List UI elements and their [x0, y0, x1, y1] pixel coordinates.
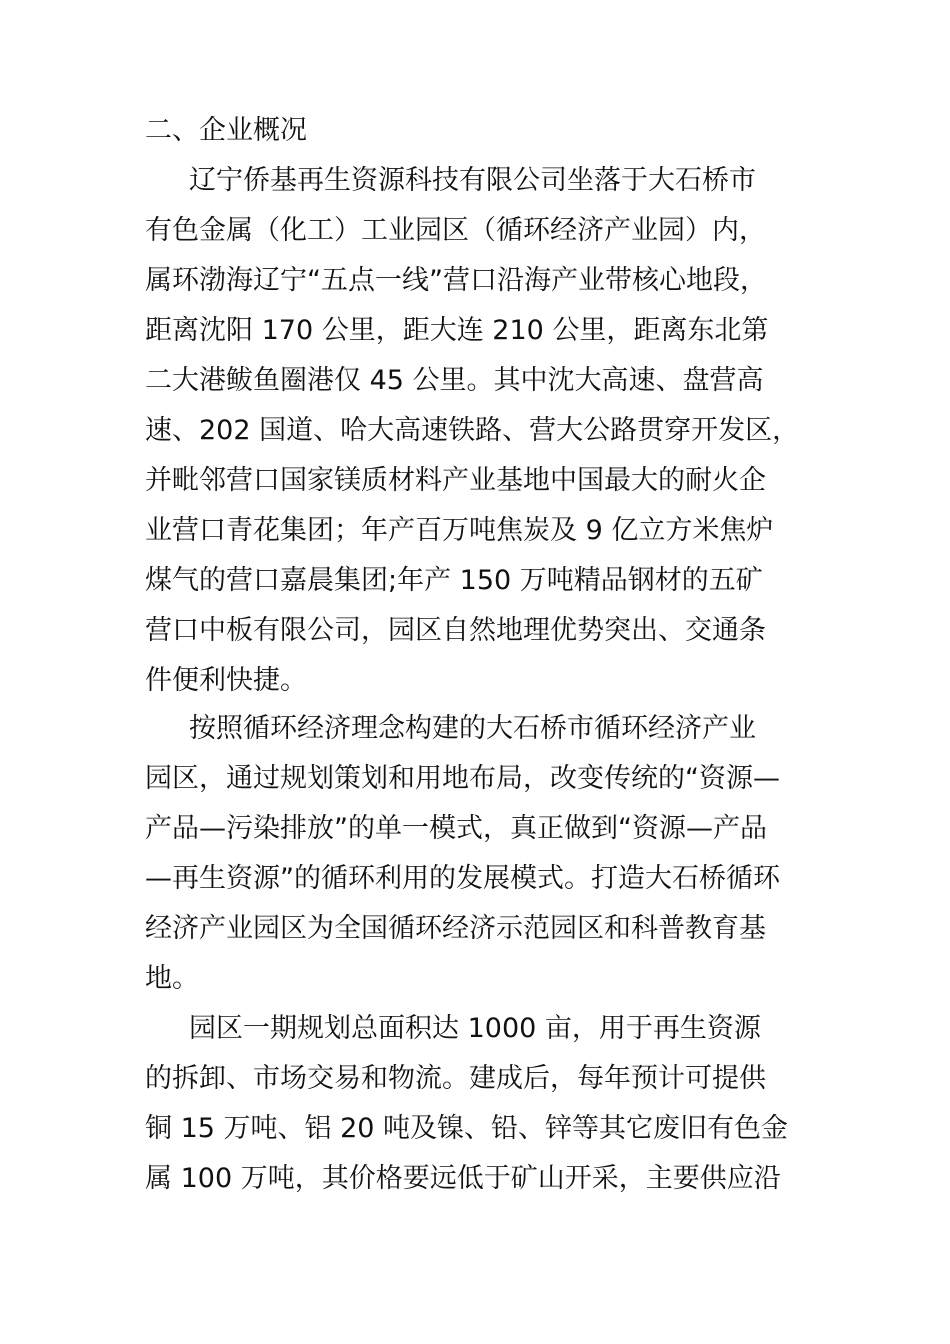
- paragraph-line: 二大港鲅鱼圈港仅 45 公里。其中沈大高速、盘营高: [145, 365, 764, 396]
- paragraph-line: 的拆卸、市场交易和物流。建成后，每年预计可提供: [145, 1063, 766, 1094]
- paragraph-phase-one-planning: [145, 1004, 810, 1204]
- paragraph-line: 有色金属（化工）工业园区（循环经济产业园）内，: [145, 215, 766, 246]
- paragraph-line: 辽宁侨基再生资源科技有限公司坐落于大石桥市: [189, 165, 756, 196]
- paragraph-line: 经济产业园区为全国循环经济示范园区和科普教育基: [145, 913, 766, 944]
- paragraph-circular-economy: [145, 704, 810, 1004]
- paragraph-line: 业营口青花集团；年产百万吨焦炭及 9 亿立方米焦炉: [145, 515, 774, 546]
- paragraph-line: 按照循环经济理念构建的大石桥市循环经济产业: [189, 713, 756, 744]
- paragraph-line: 园区一期规划总面积达 1000 亩，用于再生资源: [189, 1013, 761, 1044]
- paragraph-line: 产品—污染排放”的单一模式，真正做到“资源—产品: [145, 813, 767, 844]
- paragraph-line: 铜 15 万吨、铝 20 吨及镍、铅、锌等其它废旧有色金: [145, 1113, 789, 1144]
- paragraph-line: 园区，通过规划策划和用地布局，改变传统的“资源—: [145, 763, 780, 794]
- paragraph-line: 营口中板有限公司，园区自然地理优势突出、交通条: [145, 615, 766, 646]
- paragraph-line: 并毗邻营口国家镁质材料产业基地中国最大的耐火企: [145, 465, 766, 496]
- paragraph-line: 煤气的营口嘉晨集团;年产 150 万吨精品钢材的五矿: [145, 565, 763, 596]
- section-heading: 二、企业概况: [145, 115, 307, 146]
- paragraph-line: 地。: [145, 963, 199, 994]
- paragraph-company-location: [145, 156, 810, 706]
- paragraph-line: 距离沈阳 170 公里，距大连 210 公里，距离东北第: [145, 315, 769, 346]
- paragraph-line: 属环渤海辽宁“五点一线”营口沿海产业带核心地段，: [145, 265, 767, 296]
- paragraph-line: 属 100 万吨，其价格要远低于矿山开采，主要供应沿: [145, 1163, 781, 1194]
- paragraph-line: 件便利快捷。: [145, 665, 307, 696]
- paragraph-line: —再生资源”的循环利用的发展模式。打造大石桥循环: [145, 863, 780, 894]
- paragraph-line: 速、202 国道、哈大高速铁路、营大公路贯穿开发区，: [145, 415, 800, 446]
